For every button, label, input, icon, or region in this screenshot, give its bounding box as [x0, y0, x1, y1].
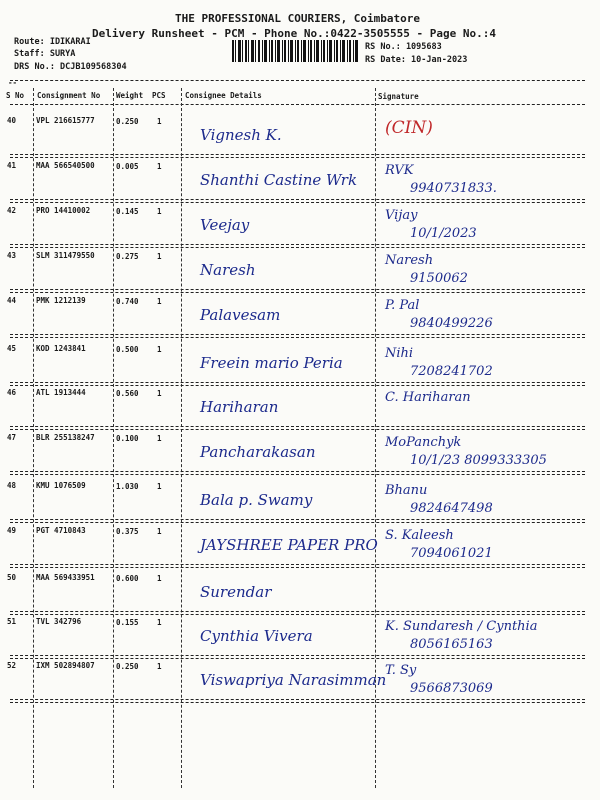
- row-consignment-no: MAA 569433951: [36, 573, 95, 582]
- row-weight: 0.275: [116, 252, 139, 261]
- row-weight: 0.100: [116, 434, 139, 443]
- row-phone: 10/1/2023: [410, 226, 477, 241]
- company-name: THE PROFESSIONAL COURIERS, Coimbatore: [175, 12, 421, 25]
- drs-number: DRS No.: DCJB109568304: [14, 62, 127, 72]
- row-separator: [10, 385, 585, 386]
- row-consignee-name: Hariharan: [200, 398, 279, 416]
- row-consignment-no: MAA 566540500: [36, 161, 95, 170]
- col-divider: [181, 88, 182, 788]
- row-sno: 45: [7, 344, 17, 353]
- col-pcs: PCS: [152, 91, 166, 100]
- row-consignment-no: KOD 1243841: [36, 344, 86, 353]
- row-phone: 9940731833.: [410, 181, 497, 196]
- row-separator: [10, 382, 585, 383]
- row-consignee-name: Surendar: [200, 583, 272, 601]
- row-pcs: 1: [157, 482, 162, 491]
- col-divider: [113, 88, 114, 788]
- row-weight: 0.740: [116, 297, 139, 306]
- row-sno: 46: [7, 388, 17, 397]
- header-rule: [10, 80, 585, 81]
- row-weight: 0.155: [116, 618, 139, 627]
- row-separator: [10, 567, 585, 568]
- row-pcs: 1: [157, 434, 162, 443]
- row-pcs: 1: [157, 345, 162, 354]
- row-phone: 9150062: [410, 271, 468, 286]
- row-phone: 9840499226: [410, 316, 493, 331]
- col-sno: S No: [6, 91, 25, 100]
- row-phone: 10/1/23 8099333305: [410, 453, 547, 468]
- row-weight: 0.250: [116, 117, 139, 126]
- row-consignee-name: Veejay: [200, 216, 250, 234]
- row-consignment-no: ATL 1913444: [36, 388, 86, 397]
- row-signature: S. Kaleesh: [385, 528, 454, 543]
- barcode-graphic: [232, 40, 358, 62]
- row-weight: 1.030: [116, 482, 139, 491]
- row-consignee-name: JAYSHREE PAPER PRO: [200, 536, 378, 554]
- row-consignee-name: Shanthi Castine Wrk: [200, 171, 358, 189]
- row-signature: RVK: [385, 163, 414, 178]
- row-separator: [10, 199, 585, 200]
- row-separator: [10, 289, 585, 290]
- row-separator: [10, 157, 585, 158]
- runsheet-title: Delivery Runsheet - PCM - Phone No.:0422-3505555 - Page No.:4: [92, 27, 496, 40]
- row-sno: 52: [7, 661, 17, 670]
- row-separator: [10, 292, 585, 293]
- row-phone: 7094061021: [410, 546, 493, 561]
- row-consignee-name: Pancharakasan: [200, 443, 316, 461]
- header-bottom-rule: [10, 104, 585, 105]
- row-separator: [10, 474, 585, 475]
- row-pcs: 1: [157, 252, 162, 261]
- row-weight: 0.500: [116, 345, 139, 354]
- row-separator: [10, 202, 585, 203]
- row-separator: [10, 334, 585, 335]
- staff-label: Staff: SURYA: [14, 49, 76, 59]
- row-separator: [10, 658, 585, 659]
- row-weight: 0.375: [116, 527, 139, 536]
- row-consignment-no: IXM 502894807: [36, 661, 95, 670]
- row-weight: 0.600: [116, 574, 139, 583]
- row-pcs: 1: [157, 574, 162, 583]
- row-separator: [10, 154, 585, 155]
- row-weight: 0.145: [116, 207, 139, 216]
- row-pcs: 1: [157, 618, 162, 627]
- row-sno: 48: [7, 481, 17, 490]
- row-separator: [10, 564, 585, 565]
- row-consignment-no: TVL 342796: [36, 617, 82, 626]
- row-pcs: 1: [157, 207, 162, 216]
- route-label: Route: IDIKARAI: [14, 37, 91, 47]
- row-consignee-name: Naresh: [200, 261, 256, 279]
- row-pcs: 1: [157, 117, 162, 126]
- row-sno: 44: [7, 296, 17, 305]
- row-signature: MoPanchyk: [385, 435, 462, 450]
- row-consignee-name: Bala p. Swamy: [200, 491, 313, 509]
- row-sno: 40: [7, 116, 17, 125]
- row-sno: 42: [7, 206, 17, 215]
- row-consignee-name: Cynthia Vivera: [200, 627, 313, 645]
- rs-number: RS No.: 1095683: [365, 42, 442, 52]
- row-sno: 43: [7, 251, 17, 260]
- row-consignee-name: Freein mario Peria: [200, 354, 343, 372]
- row-sno: 49: [7, 526, 17, 535]
- row-pcs: 1: [157, 662, 162, 671]
- row-separator: [10, 522, 585, 523]
- row-sno: 47: [7, 433, 17, 442]
- row-consignment-no: VPL 216615777: [36, 116, 95, 125]
- row-phone: 9566873069: [410, 681, 493, 696]
- row-signature: T. Sy: [385, 663, 417, 678]
- row-pcs: 1: [157, 527, 162, 536]
- row-separator: [10, 519, 585, 520]
- col-consignee: Consignee Details: [185, 91, 262, 100]
- row-consignment-no: PGT 4710843: [36, 526, 86, 535]
- row-signature: Naresh: [385, 253, 434, 268]
- row-sno: 50: [7, 573, 17, 582]
- row-pcs: 1: [157, 297, 162, 306]
- col-signature: Signature: [378, 92, 419, 101]
- row-weight: 0.005: [116, 162, 139, 171]
- row-separator: [10, 244, 585, 245]
- row-consignee-name: Vignesh K.: [200, 126, 282, 144]
- row-separator: [10, 699, 585, 700]
- row-signature: (CIN): [385, 118, 433, 138]
- row-weight: 0.250: [116, 662, 139, 671]
- row-separator: [10, 337, 585, 338]
- continuation-mark: --: [8, 78, 18, 87]
- row-phone: 7208241702: [410, 364, 493, 379]
- row-pcs: 1: [157, 389, 162, 398]
- row-separator: [10, 611, 585, 612]
- row-phone: 8056165163: [410, 637, 493, 652]
- row-signature: Vijay: [385, 208, 418, 223]
- col-divider: [33, 88, 34, 788]
- row-consignment-no: KMU 1076509: [36, 481, 86, 490]
- row-signature: Nihi: [385, 346, 414, 361]
- row-separator: [10, 247, 585, 248]
- col-weight: Weight: [116, 91, 144, 100]
- row-separator: [10, 426, 585, 427]
- row-consignment-no: BLR 255138247: [36, 433, 95, 442]
- row-separator: [10, 655, 585, 656]
- row-pcs: 1: [157, 162, 162, 171]
- row-signature: C. Hariharan: [385, 390, 471, 405]
- rs-date: RS Date: 10-Jan-2023: [365, 55, 468, 65]
- col-consignment: Consignment No: [37, 91, 101, 100]
- row-sno: 51: [7, 617, 17, 626]
- row-separator: [10, 614, 585, 615]
- row-consignment-no: PRO 14410002: [36, 206, 91, 215]
- row-consignment-no: SLM 311479550: [36, 251, 95, 260]
- row-phone: 9824647498: [410, 501, 493, 516]
- row-signature: P. Pal: [385, 298, 420, 313]
- row-signature: Bhanu: [385, 483, 428, 498]
- row-consignee-name: Palavesam: [200, 306, 281, 324]
- row-weight: 0.560: [116, 389, 139, 398]
- row-consignment-no: PMK 1212139: [36, 296, 86, 305]
- row-consignee-name: Viswapriya Narasimman: [200, 671, 387, 689]
- row-separator: [10, 471, 585, 472]
- row-separator: [10, 429, 585, 430]
- row-signature: K. Sundaresh / Cynthia: [385, 619, 538, 634]
- row-separator: [10, 702, 585, 703]
- row-sno: 41: [7, 161, 17, 170]
